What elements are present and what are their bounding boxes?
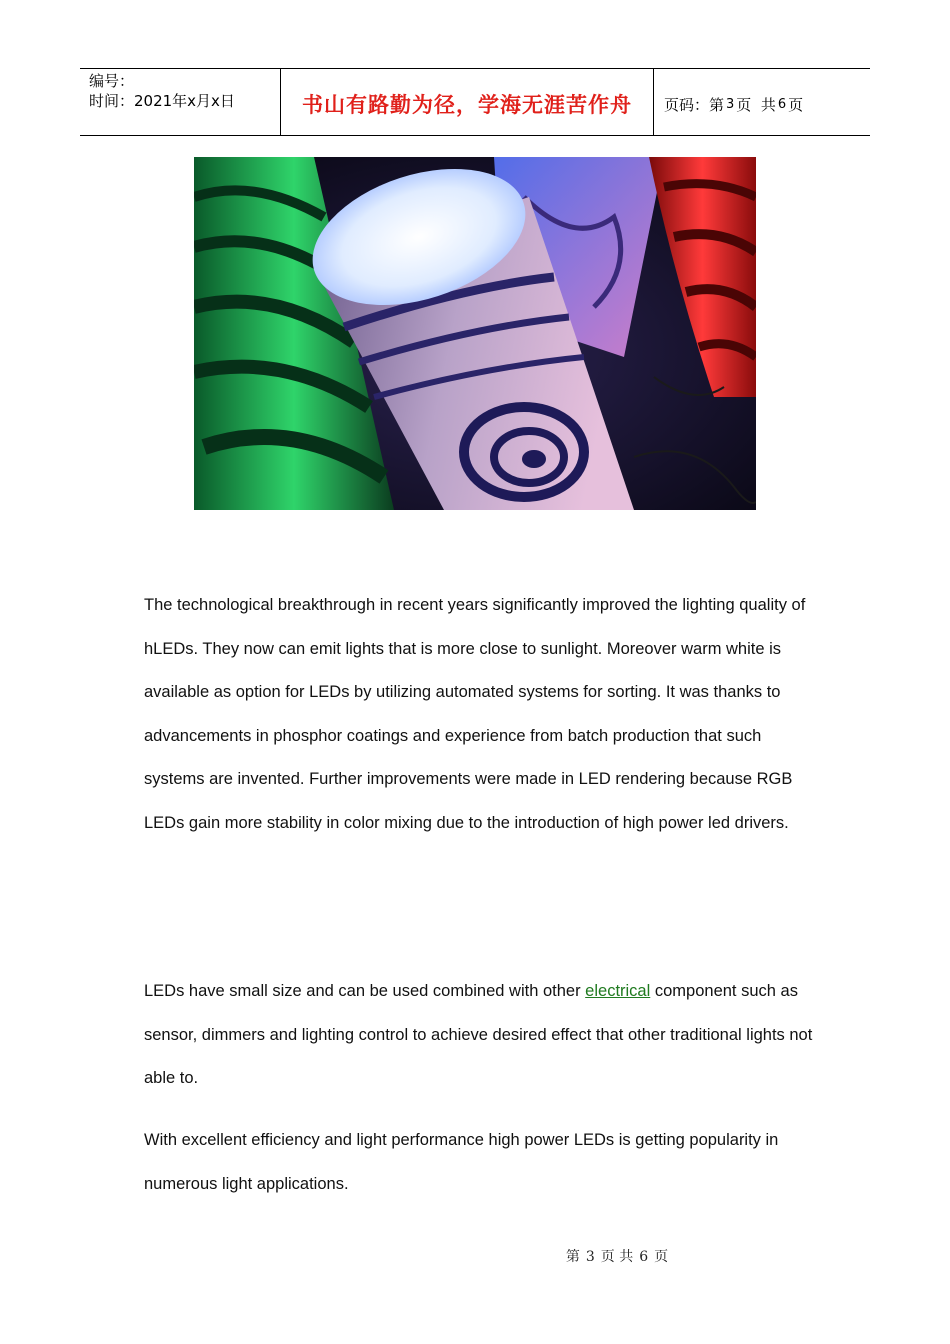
page-total: 6 (777, 96, 787, 112)
page-mid: 页 共 (736, 95, 776, 114)
footer-suffix: 页 (654, 1249, 669, 1265)
paragraph-led-size (144, 970, 824, 1101)
page-footer (0, 1246, 950, 1266)
page-current: 3 (726, 96, 735, 112)
electrical-link[interactable]: electrical (585, 982, 651, 1000)
date-label: 时间：2021年x月x日 (89, 92, 235, 110)
footer-total: 6 (639, 1249, 649, 1265)
footer-mid: 页 共 (600, 1249, 634, 1265)
page-suffix: 页 (788, 95, 804, 114)
header-page-number (654, 69, 870, 135)
footer-current: 3 (585, 1249, 595, 1265)
page-prefix: 页码：第 (664, 95, 725, 114)
paragraph-text: component such as sensor, dimmers and lighting control to achieve desired effect that other traditional lights not able to. (144, 982, 813, 1087)
footer-prefix: 第 (565, 1249, 580, 1265)
paragraph-led-efficiency: With excellent efficiency and light performance high power LEDs is getting popularity in numerous light applications. (144, 1131, 779, 1193)
code-label: 编号： (89, 72, 135, 90)
page-header (80, 68, 870, 136)
led-lamps-illustration (194, 157, 756, 510)
header-motto: 书山有路勤为径，学海无涯苦作舟 (281, 69, 654, 135)
paragraph-led-breakthrough: The technological breakthrough in recent years significantly improved the lighting quality of hLEDs. They now can emit lights that is more close to sunlight. Moreover warm white is available as option for LEDs by utilizing automated systems for sorting. It was thanks to advancements in phosphor coatings and experience from batch production that such systems are invented. Further improvements were made in LED rendering because RGB LEDs gain more stability in color mixing due to the introduction of high power led drivers. (144, 596, 806, 832)
header-meta (80, 69, 281, 135)
led-lamps-photo (194, 157, 756, 510)
paragraph-text: LEDs have small size and can be used combined with other (144, 982, 586, 1000)
